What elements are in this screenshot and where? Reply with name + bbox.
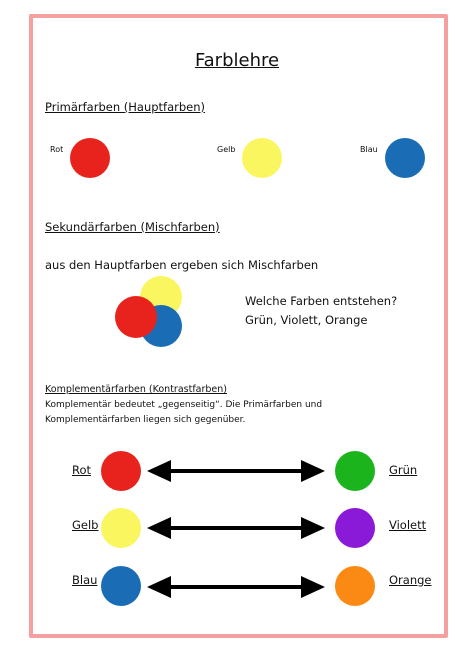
complementary-text: Komplementär bedeutet „gegenseitig“. Die Primärfarben und Komplementärfarben liegen sich gegenüber. xyxy=(45,400,323,425)
secondary-answer: Grün, Violett, Orange xyxy=(245,313,368,327)
mix-red-circle xyxy=(115,296,157,338)
pair-left-label: Rot xyxy=(72,463,92,477)
primary-label-yellow: Gelb xyxy=(217,145,236,154)
page-title: Farblehre xyxy=(194,50,280,71)
pair-left-circle xyxy=(101,451,141,491)
pair-left-label: Gelb xyxy=(72,518,99,532)
double-arrow-icon xyxy=(145,458,327,484)
pair-right-label: Orange xyxy=(389,573,432,587)
primary-label-red: Rot xyxy=(50,145,64,154)
pair-left-label: Blau xyxy=(72,573,98,587)
yellow-circle xyxy=(242,138,282,178)
complementary-heading: Komplementärfarben (Kontrastfarben) xyxy=(45,384,227,395)
secondary-heading: Sekundärfarben (Mischfarben) xyxy=(45,220,220,234)
double-arrow-icon xyxy=(145,515,327,541)
blue-circle xyxy=(385,138,425,178)
pair-right-label: Violett xyxy=(389,518,427,532)
primary-heading: Primärfarben (Hauptfarben) xyxy=(45,100,206,114)
secondary-question: Welche Farben entstehen? xyxy=(245,294,398,308)
pair-right-circle xyxy=(335,508,375,548)
pair-right-label: Grün xyxy=(389,463,418,477)
pair-left-circle xyxy=(101,508,141,548)
double-arrow-icon xyxy=(145,574,327,600)
red-circle xyxy=(70,138,110,178)
pair-left-circle xyxy=(101,566,141,606)
primary-label-blue: Blau xyxy=(360,145,378,154)
pair-right-circle xyxy=(335,451,375,491)
pair-right-circle xyxy=(335,566,375,606)
secondary-text: aus den Hauptfarben ergeben sich Mischfarben xyxy=(45,258,319,272)
